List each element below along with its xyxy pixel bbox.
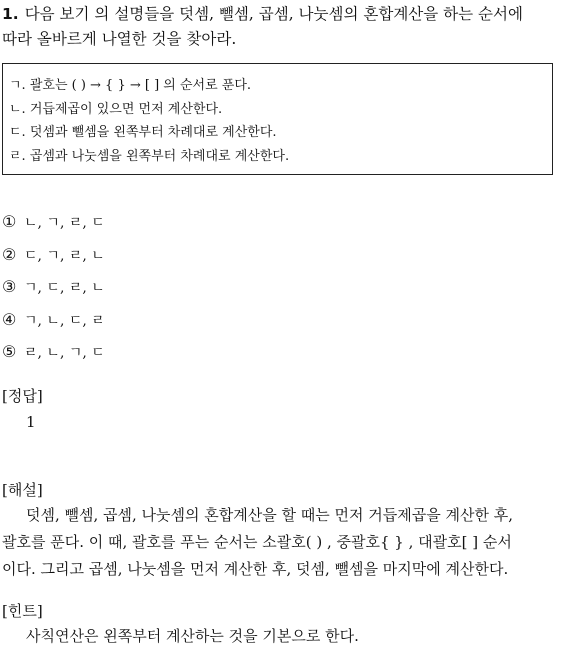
option-5-number: ⑤ [2, 342, 17, 361]
answer-value: 1 [26, 413, 36, 431]
explanation-label: [해설] [2, 481, 43, 499]
explanation-line-1: 덧셈, 뺄셈, 곱셈, 나눗셈의 혼합계산을 할 때는 먼저 거듭제곱을 계산한 후, [26, 506, 513, 524]
box-line-2: ㄴ. 거듭제곱이 있으면 먼저 계산한다. [9, 101, 223, 117]
option-2-number: ② [2, 245, 17, 264]
explanation-line-2: 괄호를 푼다. 이 때, 괄호를 푸는 순서는 소괄호( ) , 중괄호{ } , 대괄호[ ] 순서 [2, 533, 512, 551]
hint-text: 사칙연산은 왼쪽부터 계산하는 것을 기본으로 한다. [26, 627, 359, 645]
question-text: 다음 보기 의 설명들을 덧셈, 뺄셈, 곱셈, 나눗셈의 혼합계산을 하는 순서에 [24, 5, 523, 23]
question-number: 1. [2, 5, 19, 23]
question-text-cont: 따라 올바르게 나열한 것을 찾아라. [2, 30, 237, 48]
option-5[interactable] [2, 342, 105, 363]
option-3[interactable] [2, 277, 105, 298]
option-1-text: ㄴ, ㄱ, ㄹ, ㄷ [24, 215, 105, 231]
option-4[interactable] [2, 310, 105, 331]
box-line-1: ㄱ. 괄호는 ( ) → { } → [ ] 의 순서로 푼다. [9, 78, 252, 93]
question [2, 2, 570, 52]
option-2[interactable] [2, 245, 105, 266]
box-line-3: ㄷ. 덧셈과 뺄셈을 왼쪽부터 차례대로 계산한다. [9, 125, 277, 140]
option-4-number: ④ [2, 310, 17, 329]
explanation-text [2, 502, 573, 583]
hint-label: [힌트] [2, 602, 43, 620]
option-4-text: ㄱ, ㄴ, ㄷ, ㄹ [24, 313, 105, 329]
answer-label: [정답] [2, 387, 43, 405]
explanation-line-3: 이다. 그리고 곱셈, 나눗셈을 먼저 계산한 후, 덧셈, 뺄셈을 마지막에 계산한다. [2, 560, 509, 578]
option-3-text: ㄱ, ㄷ, ㄹ, ㄴ [24, 280, 105, 296]
box-line-4: ㄹ. 곱셈과 나눗셈을 왼쪽부터 차례대로 계산한다. [9, 148, 290, 164]
example-box [2, 63, 553, 175]
option-3-number: ③ [2, 277, 17, 296]
option-2-text: ㄷ, ㄱ, ㄹ, ㄴ [24, 248, 105, 264]
option-1[interactable] [2, 212, 105, 233]
option-1-number: ① [2, 212, 17, 231]
option-5-text: ㄹ, ㄴ, ㄱ, ㄷ [24, 345, 105, 361]
